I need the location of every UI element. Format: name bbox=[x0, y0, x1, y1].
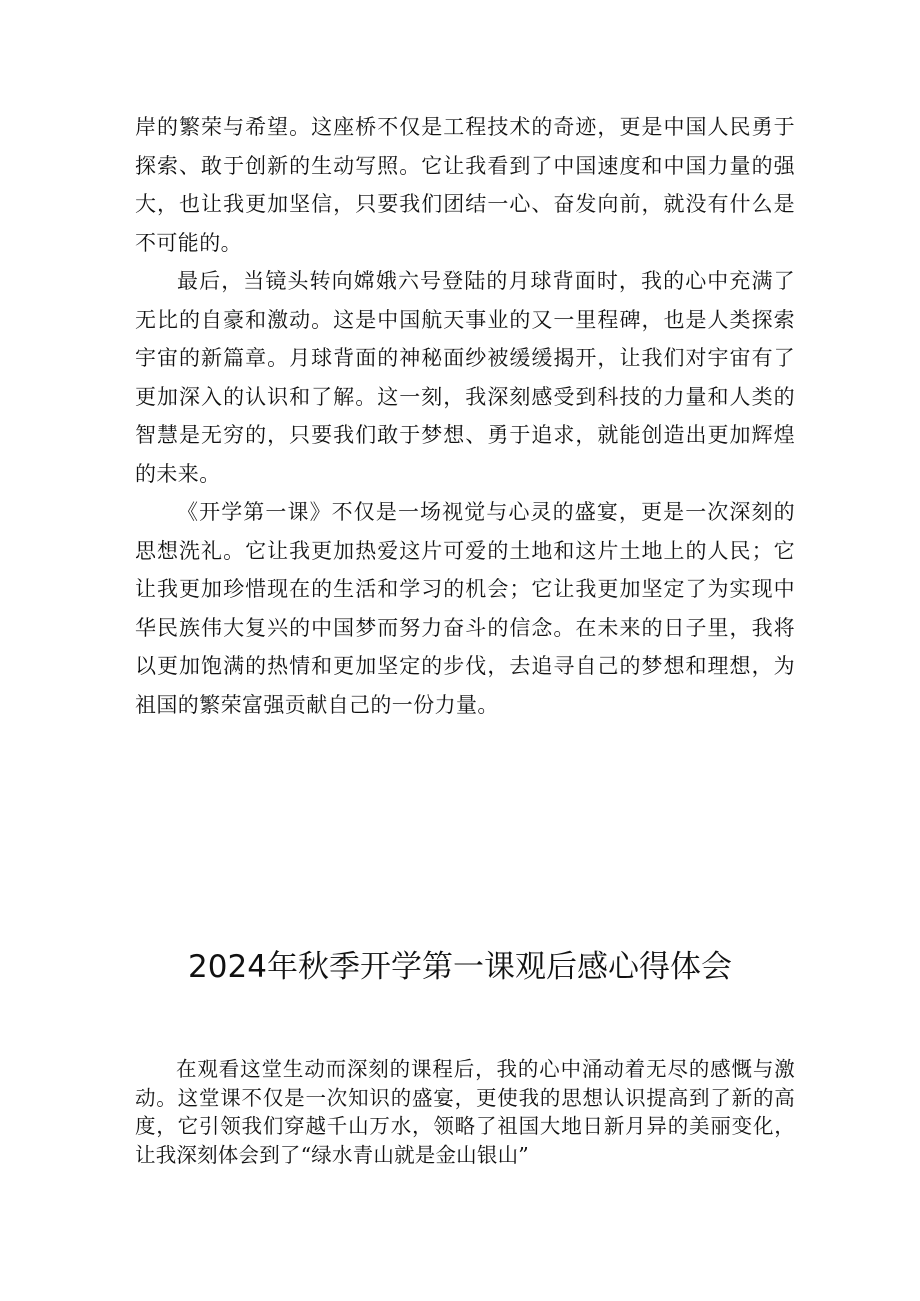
document-title: 2024年秋季开学第一课观后感心得体会 bbox=[188, 949, 732, 985]
body-text-section-bottom bbox=[135, 1055, 795, 1169]
body-text-section-top bbox=[135, 108, 795, 724]
paragraph-summary: 《开学第一课》不仅是一场视觉与心灵的盛宴，更是一次深刻的思想洗礼。它让我更加热爱这片可爱的土地和这片土地上的人民；它让我更加珍惜现在的生活和学习的机会；它让我更加坚定了为实现中华民族伟大复兴的中国梦而努力奋斗的信念。在未来的日子里，我将以更加饱满的热情和更加坚定的步伐，去追寻自己的梦想和理想，为祖国的繁荣富强贡献自己的一份力量。 bbox=[135, 500, 795, 717]
paragraph-change6-moon: 最后，当镜头转向嫦娥六号登陆的月球背面时，我的心中充满了无比的自豪和激动。这是中国航天事业的又一里程碑，也是人类探索宇宙的新篇章。月球背面的神秘面纱被缓缓揭开，让我们对宇宙有了更加深入的认识和了解。这一刻，我深刻感受到科技的力量和人类的智慧是无穷的，只要我们敢于梦想、勇于追求，就能创造出更加辉煌的未来。 bbox=[135, 269, 795, 486]
paragraph-bridge-conclusion: 岸的繁荣与希望。这座桥不仅是工程技术的奇迹，更是中国人民勇于探索、敢于创新的生动写照。它让我看到了中国速度和中国力量的强大，也让我更加坚信，只要我们团结一心、奋发向前，就没有什么是不可能的。 bbox=[135, 115, 795, 255]
paragraph-intro: 在观看这堂生动而深刻的课程后，我的心中涌动着无尽的感慨与激动。这堂课不仅是一次知识的盛宴，更使我的思想认识提高到了新的高度，它引领我们穿越千山万水，领略了祖国大地日新月异的美丽变化，让我深刻体会到了“绿水青山就是金山银山” bbox=[135, 1057, 795, 1167]
